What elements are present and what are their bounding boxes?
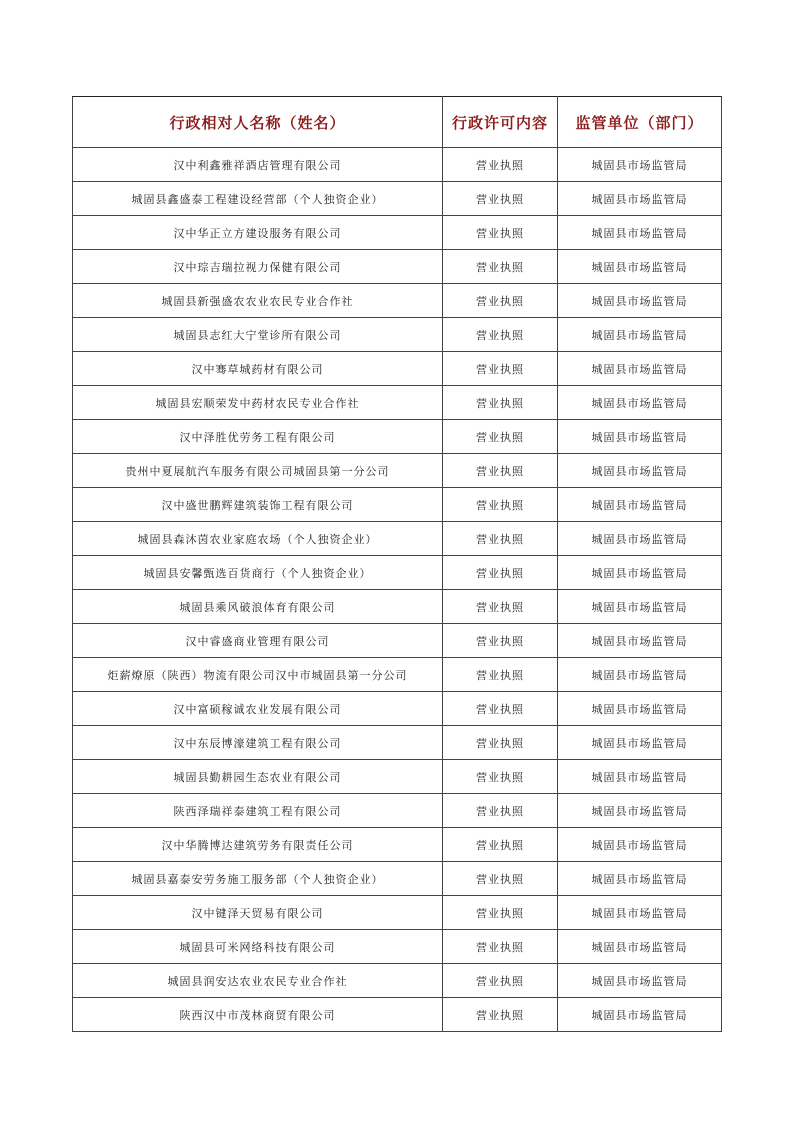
- cell-supervising-unit: 城固县市场监管局: [558, 624, 722, 658]
- cell-supervising-unit: 城固县市场监管局: [558, 964, 722, 998]
- table-row: [73, 522, 722, 556]
- header-permit-content: 行政许可内容: [443, 97, 558, 148]
- cell-permit-content: 营业执照: [443, 590, 558, 624]
- cell-supervising-unit: 城固县市场监管局: [558, 216, 722, 250]
- cell-party-name: 炬薪燎原（陕西）物流有限公司汉中市城固县第一分公司: [73, 658, 443, 692]
- cell-supervising-unit: 城固县市场监管局: [558, 420, 722, 454]
- cell-permit-content: 营业执照: [443, 488, 558, 522]
- cell-party-name: 贵州中夏展航汽车服务有限公司城固县第一分公司: [73, 454, 443, 488]
- cell-party-name: 城固县志红大宁堂诊所有限公司: [73, 318, 443, 352]
- cell-party-name: 汉中东辰博濠建筑工程有限公司: [73, 726, 443, 760]
- table-row: [73, 658, 722, 692]
- table-row: [73, 726, 722, 760]
- table-row: [73, 930, 722, 964]
- cell-permit-content: 营业执照: [443, 692, 558, 726]
- cell-supervising-unit: 城固县市场监管局: [558, 318, 722, 352]
- cell-party-name: 汉中骞草城药材有限公司: [73, 352, 443, 386]
- cell-permit-content: 营业执照: [443, 318, 558, 352]
- cell-supervising-unit: 城固县市场监管局: [558, 590, 722, 624]
- cell-permit-content: 营业执照: [443, 284, 558, 318]
- cell-party-name: 汉中泽胜优劳务工程有限公司: [73, 420, 443, 454]
- cell-permit-content: 营业执照: [443, 998, 558, 1032]
- cell-party-name: 城固县安馨甄选百货商行（个人独资企业）: [73, 556, 443, 590]
- permit-table: [72, 96, 722, 1032]
- cell-permit-content: 营业执照: [443, 216, 558, 250]
- cell-permit-content: 营业执照: [443, 352, 558, 386]
- cell-party-name: 汉中睿盛商业管理有限公司: [73, 624, 443, 658]
- permit-table-container: [72, 96, 721, 1032]
- cell-party-name: 城固县可米网络科技有限公司: [73, 930, 443, 964]
- cell-supervising-unit: 城固县市场监管局: [558, 148, 722, 182]
- cell-permit-content: 营业执照: [443, 454, 558, 488]
- table-row: [73, 182, 722, 216]
- cell-supervising-unit: 城固县市场监管局: [558, 896, 722, 930]
- cell-permit-content: 营业执照: [443, 896, 558, 930]
- table-row: [73, 828, 722, 862]
- cell-permit-content: 营业执照: [443, 624, 558, 658]
- cell-permit-content: 营业执照: [443, 760, 558, 794]
- cell-party-name: 城固县森沐茵农业家庭农场（个人独资企业）: [73, 522, 443, 556]
- cell-supervising-unit: 城固县市场监管局: [558, 522, 722, 556]
- cell-supervising-unit: 城固县市场监管局: [558, 182, 722, 216]
- table-row: [73, 998, 722, 1032]
- cell-party-name: 城固县新强盛农农业农民专业合作社: [73, 284, 443, 318]
- cell-supervising-unit: 城固县市场监管局: [558, 556, 722, 590]
- cell-permit-content: 营业执照: [443, 522, 558, 556]
- cell-permit-content: 营业执照: [443, 556, 558, 590]
- cell-permit-content: 营业执照: [443, 828, 558, 862]
- cell-supervising-unit: 城固县市场监管局: [558, 726, 722, 760]
- cell-party-name: 汉中利鑫雅祥酒店管理有限公司: [73, 148, 443, 182]
- header-supervising-unit: 监管单位（部门）: [558, 97, 722, 148]
- header-row: [73, 97, 722, 148]
- cell-supervising-unit: 城固县市场监管局: [558, 454, 722, 488]
- cell-permit-content: 营业执照: [443, 250, 558, 284]
- table-row: [73, 386, 722, 420]
- table-row: [73, 556, 722, 590]
- table-row: [73, 420, 722, 454]
- table-row: [73, 692, 722, 726]
- cell-permit-content: 营业执照: [443, 658, 558, 692]
- cell-supervising-unit: 城固县市场监管局: [558, 862, 722, 896]
- cell-permit-content: 营业执照: [443, 148, 558, 182]
- cell-party-name: 城固县宏顺荣发中药材农民专业合作社: [73, 386, 443, 420]
- cell-supervising-unit: 城固县市场监管局: [558, 760, 722, 794]
- cell-party-name: 汉中盛世鹏辉建筑装饰工程有限公司: [73, 488, 443, 522]
- table-row: [73, 964, 722, 998]
- cell-supervising-unit: 城固县市场监管局: [558, 658, 722, 692]
- cell-supervising-unit: 城固县市场监管局: [558, 386, 722, 420]
- cell-party-name: 城固县乘风破浪体育有限公司: [73, 590, 443, 624]
- cell-party-name: 城固县润安达农业农民专业合作社: [73, 964, 443, 998]
- table-row: [73, 794, 722, 828]
- cell-permit-content: 营业执照: [443, 182, 558, 216]
- cell-party-name: 汉中键泽天贸易有限公司: [73, 896, 443, 930]
- table-row: [73, 896, 722, 930]
- cell-party-name: 城固县嘉泰安劳务施工服务部（个人独资企业）: [73, 862, 443, 896]
- cell-party-name: 汉中富硕稼诚农业发展有限公司: [73, 692, 443, 726]
- cell-supervising-unit: 城固县市场监管局: [558, 692, 722, 726]
- table-row: [73, 624, 722, 658]
- table-row: [73, 760, 722, 794]
- cell-party-name: 汉中华腾博达建筑劳务有限责任公司: [73, 828, 443, 862]
- table-row: [73, 862, 722, 896]
- cell-permit-content: 营业执照: [443, 726, 558, 760]
- cell-supervising-unit: 城固县市场监管局: [558, 930, 722, 964]
- table-row: [73, 590, 722, 624]
- cell-permit-content: 营业执照: [443, 386, 558, 420]
- table-row: [73, 284, 722, 318]
- cell-permit-content: 营业执照: [443, 930, 558, 964]
- cell-permit-content: 营业执照: [443, 794, 558, 828]
- cell-supervising-unit: 城固县市场监管局: [558, 250, 722, 284]
- cell-party-name: 汉中琮吉瑞拉视力保健有限公司: [73, 250, 443, 284]
- table-row: [73, 352, 722, 386]
- cell-party-name: 城固县勤耕园生态农业有限公司: [73, 760, 443, 794]
- cell-supervising-unit: 城固县市场监管局: [558, 488, 722, 522]
- cell-permit-content: 营业执照: [443, 964, 558, 998]
- cell-permit-content: 营业执照: [443, 420, 558, 454]
- cell-supervising-unit: 城固县市场监管局: [558, 794, 722, 828]
- table-row: [73, 216, 722, 250]
- cell-party-name: 城固县鑫盛泰工程建设经营部（个人独资企业）: [73, 182, 443, 216]
- table-row: [73, 318, 722, 352]
- cell-supervising-unit: 城固县市场监管局: [558, 284, 722, 318]
- cell-party-name: 汉中华正立方建设服务有限公司: [73, 216, 443, 250]
- cell-party-name: 陕西汉中市茂林商贸有限公司: [73, 998, 443, 1032]
- table-row: [73, 250, 722, 284]
- table-row: [73, 488, 722, 522]
- cell-party-name: 陕西泽瑞祥泰建筑工程有限公司: [73, 794, 443, 828]
- header-party-name: 行政相对人名称（姓名）: [73, 97, 443, 148]
- table-row: [73, 148, 722, 182]
- cell-supervising-unit: 城固县市场监管局: [558, 828, 722, 862]
- table-row: [73, 454, 722, 488]
- cell-supervising-unit: 城固县市场监管局: [558, 352, 722, 386]
- cell-supervising-unit: 城固县市场监管局: [558, 998, 722, 1032]
- cell-permit-content: 营业执照: [443, 862, 558, 896]
